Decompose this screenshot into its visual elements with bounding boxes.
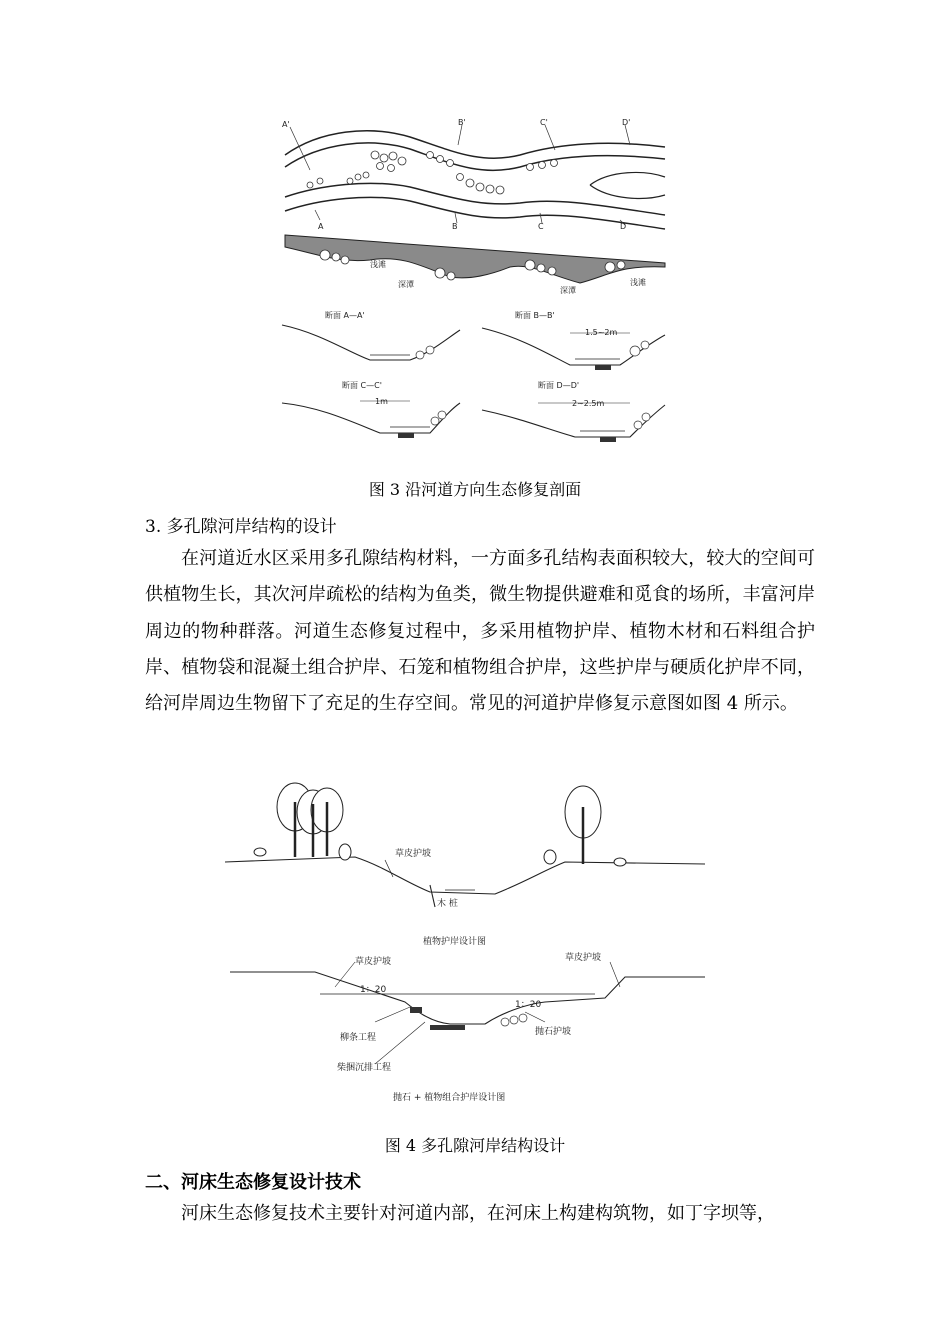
label-c-top: C': [540, 118, 548, 127]
cross-section-a: [282, 325, 460, 360]
longitudinal-profile: [285, 235, 665, 283]
riprap-bank-title: 抛石 + 植物组合护岸设计图: [393, 1093, 506, 1103]
plant-bank-section: [225, 857, 705, 907]
label-riprap: 抛石护坡: [535, 1027, 572, 1037]
figure-3-caption: 图 3 沿河道方向生态修复剖面: [368, 480, 582, 499]
label-ratio-left: 1：20: [360, 985, 387, 995]
label-shoal-1: 浅滩: [370, 260, 386, 269]
trees-left: [254, 783, 351, 860]
label-willow: 柳条工程: [340, 1033, 377, 1043]
label-grass-slope-left: 草皮护坡: [355, 957, 392, 967]
section-2-heading: 二、河床生态修复设计技术: [145, 1172, 361, 1193]
tree-right: [544, 786, 626, 866]
section-2-paragraph: 河床生态修复技术主要针对河道内部，在河床上构建构筑物，如丁字坝等，: [181, 1203, 775, 1224]
figure-4-caption: 图 4 多孔隙河岸结构设计: [384, 1136, 566, 1155]
label-a-top: A': [282, 120, 290, 129]
label-dim-b: 1.5~2m: [585, 328, 618, 337]
section-3-heading: 3. 多孔隙河岸结构的设计: [145, 517, 337, 537]
label-b-top: B': [458, 118, 466, 127]
label-c-bottom: C: [538, 222, 544, 231]
label-shoal-2: 浅滩: [630, 278, 646, 287]
section-3-paragraph: 在河道近水区采用多孔隙结构材料，一方面多孔结构表面积较大，较大的空间可供植物生长，其次河岸疏松的结构为鱼类，微生物提供避难和觅食的场所，丰富河岸周边的物种群落。河道生态修复过程中，多采用植物护岸、植物木材和石料组合护岸、植物袋和混凝土组合护岸、石笼和植物组合护岸，这些护岸与硬质化护岸不同，给河岸周边生物留下了充足的生存空间。常见的河道护岸修复示意图如图 4 所示。: [145, 548, 815, 715]
label-wood-pile: 木 桩: [437, 899, 458, 909]
label-pool-1: 深潭: [398, 280, 414, 289]
label-section-c: 断面 C—C': [342, 381, 382, 390]
label-brush-mattress: 柴捆沉排工程: [337, 1063, 392, 1073]
label-a-bottom: A: [318, 222, 324, 231]
label-pool-2: 深潭: [560, 286, 576, 295]
river-plan-stones: [307, 151, 558, 194]
label-section-d: 断面 D—D': [538, 381, 580, 390]
label-d-bottom: D: [620, 222, 627, 231]
cross-section-d: [482, 403, 665, 437]
riprap-bank-section: [230, 962, 705, 1064]
plant-bank-title: 植物护岸设计图: [423, 937, 487, 947]
label-ratio-right: 1：20: [515, 1000, 542, 1010]
label-d-top: D': [622, 118, 631, 127]
label-b-bottom: B: [452, 222, 458, 231]
river-plan-view: [285, 131, 665, 229]
label-section-a: 断面 A—A': [325, 311, 365, 320]
label-grass-slope-right: 草皮护坡: [565, 953, 602, 963]
figure-4-bank-structure: [225, 782, 715, 1112]
label-grass-slope-top: 草皮护坡: [395, 849, 432, 859]
label-section-b: 断面 B—B': [515, 311, 555, 320]
figure-3-river-profile: [280, 115, 672, 460]
label-dim-c: 1m: [375, 397, 388, 406]
label-dim-d: 2~2.5m: [572, 399, 605, 408]
